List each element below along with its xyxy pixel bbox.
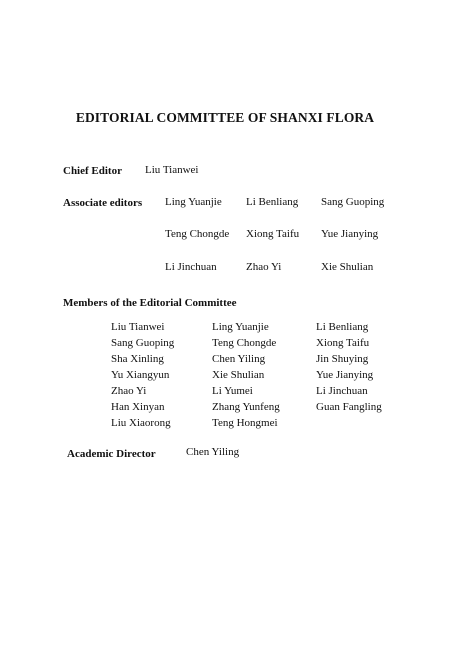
member-name: Zhang Yunfeng — [212, 401, 280, 413]
member-name: Yue Jianying — [316, 369, 374, 381]
member-name: Han Xinyan — [111, 401, 165, 413]
associate-editor-name: Xie Shulian — [321, 261, 374, 273]
member-name: Liu Xiaorong — [111, 417, 171, 429]
member-name: Ling Yuanjie — [212, 321, 269, 333]
associate-editors-label: Associate editors — [63, 197, 143, 209]
member-name: Xie Shulian — [212, 369, 265, 381]
associate-editor-name: Teng Chongde — [165, 228, 230, 240]
member-name: Teng Chongde — [212, 337, 277, 349]
member-name: Li Benliang — [316, 321, 369, 333]
member-name: Guan Fangling — [316, 401, 382, 413]
associate-editor-name: Yue Jianying — [321, 228, 379, 240]
chief-editor-label: Chief Editor — [63, 165, 122, 177]
member-name: Sha Xinling — [111, 353, 164, 365]
member-name: Zhao Yi — [111, 385, 147, 397]
associate-editor-name: Li Jinchuan — [165, 261, 217, 273]
member-name: Li Jinchuan — [316, 385, 368, 397]
member-name: Xiong Taifu — [316, 337, 370, 349]
member-name: Li Yumei — [212, 385, 253, 397]
member-name: Liu Tianwei — [111, 321, 165, 333]
member-name: Teng Hongmei — [212, 417, 278, 429]
associate-editor-name: Ling Yuanjie — [165, 196, 222, 208]
page-title: EDITORIAL COMMITTEE OF SHANXI FLORA — [75, 110, 375, 125]
associate-editor-name: Xiong Taifu — [246, 228, 300, 240]
member-name: Chen Yiling — [212, 353, 266, 365]
academic-director-label: Academic Director — [67, 448, 156, 460]
member-name: Yu Xiangyun — [111, 369, 170, 381]
academic-director-name: Chen Yiling — [186, 446, 240, 458]
associate-editor-name: Zhao Yi — [246, 261, 282, 273]
associate-editor-name: Li Benliang — [246, 196, 299, 208]
associate-editor-name: Sang Guoping — [321, 196, 385, 208]
chief-editor-name: Liu Tianwei — [145, 164, 199, 176]
members-label: Members of the Editorial Committee — [63, 297, 237, 309]
member-name: Jin Shuying — [316, 353, 369, 365]
member-name: Sang Guoping — [111, 337, 175, 349]
